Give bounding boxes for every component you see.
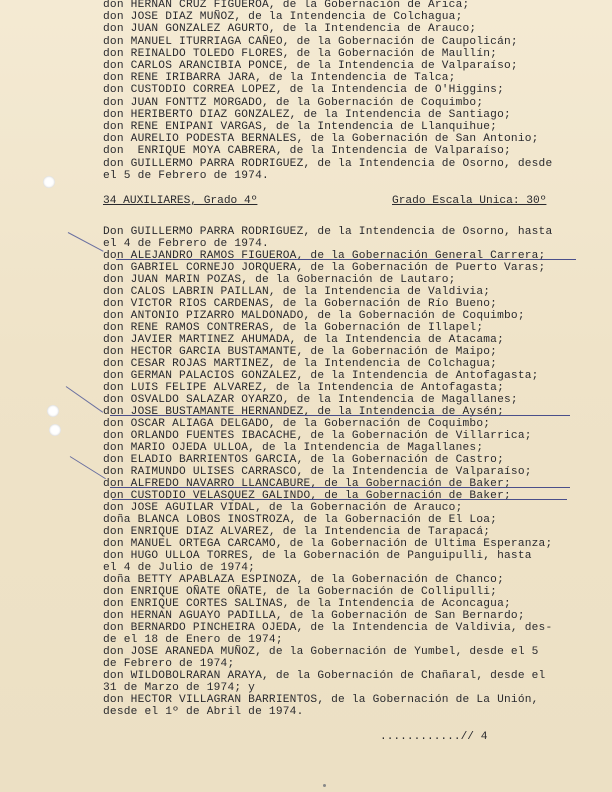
page-footer: ............// 4 xyxy=(380,731,488,743)
punch-hole-3 xyxy=(49,424,61,436)
document-line: doña BETTY APABLAZA ESPINOZA, de la Gobernación de Chanco; xyxy=(103,574,504,586)
document-line: don VICTOR RIOS CARDENAS, de la Gobernación de Río Bueno; xyxy=(103,298,498,310)
document-line: don ELADIO BARRIENTOS GARCIA, de la Gobernación de Castro; xyxy=(103,454,504,466)
document-line: don RENE IRIBARRA JARA, de la Intendencia de Talca; xyxy=(103,72,456,85)
document-line: don GERMAN PALACIOS GONZALEZ, de la Intendencia de Antofagasta; xyxy=(103,370,539,382)
document-line: don OSCAR ALIAGA DELGADO, de la Gobernación de Coquimbo; xyxy=(103,418,491,430)
document-line: don CARLOS ARANCIBIA PONCE, de la Intendencia de Valparaíso; xyxy=(103,60,518,72)
document-line: don JOSE AGUILAR VIDAL, de la Gobernación de Arauco; xyxy=(103,502,463,514)
punch-hole-1 xyxy=(43,176,55,188)
document-line: don HECTOR VILLAGRAN BARRIENTOS, de la Gobernación de La Unión, xyxy=(103,694,539,706)
document-line: don MANUEL ORTEGA CARCAMO, de la Gobernación de Ultima Esperanza; xyxy=(103,538,553,550)
document-line: don HECTOR GARCIA BUSTAMANTE, de la Gobernación de Maipo; xyxy=(103,346,498,358)
document-line: don JUAN FONTTZ MORGADO, de la Gobernación de Coquimbo; xyxy=(103,96,484,109)
document-line: don GABRIEL CORNEJO JORQUERA, de la Gobernación de Puerto Varas; xyxy=(103,262,546,274)
ink-dot xyxy=(323,784,326,787)
section-heading-left: 34 AUXILIARES, Grado 4º xyxy=(103,195,258,207)
document-line: don AURELIO PODESTA BERNALES, de la Gobernación de San Antonio; xyxy=(103,133,539,146)
document-line: don RAIMUNDO ULISES CARRASCO, de la Intendencia de Valparaíso; xyxy=(103,466,532,478)
document-line: don MANUEL ITURRIAGA CAÑEO, de la Gobernación de Caupolicán; xyxy=(103,35,518,48)
document-line: desde el 1º de Abril de 1974. xyxy=(103,706,304,718)
document-line: don ALFREDO NAVARRO LLANCABURE, de la Gobernación de Baker; xyxy=(103,478,511,490)
document-line: de Febrero de 1974; xyxy=(103,658,235,670)
pen-underline-4 xyxy=(112,499,567,500)
document-line: don ANTONIO PIZARRO MALDONADO, de la Gobernación de Coquimbo; xyxy=(103,310,525,322)
document-line: don JOSE DIAZ MUÑOZ, de la Intendencia de Colchagua; xyxy=(103,11,463,24)
document-line: don LUIS FELIPE ALVAREZ, de la Intendencia de Antofagasta; xyxy=(103,382,504,394)
section-heading-right: Grado Escala Unica: 30º xyxy=(392,195,547,207)
document-line: don OSVALDO SALAZAR OYARZO, de la Intendencia de Magallanes; xyxy=(103,394,518,406)
document-line: don JUAN GONZALEZ AGURTO, de la Intendencia de Arauco; xyxy=(103,23,477,36)
document-line: don REINALDO TOLEDO FLORES, de la Gobernación de Maullín; xyxy=(103,47,498,60)
document-line: don JOSE ARANEDA MUÑOZ, de la Gobernación de Yumbel, desde el 5 xyxy=(103,646,539,658)
document-line: don RENE RAMOS CONTRERAS, de la Gobernación de Illapel; xyxy=(103,322,484,334)
document-line: de el 18 de Enero de 1974; xyxy=(103,634,283,646)
document-line: don ENRIQUE CORTES SALINAS, de la Intendencia de Aconcagua; xyxy=(103,598,511,610)
document-line: el 5 de Febrero de 1974. xyxy=(103,169,269,182)
document-line: don GUILLERMO PARRA RODRIGUEZ, de la Intendencia de Osorno, desde xyxy=(103,157,553,170)
document-line: don ALEJANDRO RAMOS FIGUEROA, de la Gobernación General Carrera; xyxy=(103,250,546,262)
pen-underline-2 xyxy=(110,415,570,416)
document-line: don MARIO OJEDA ULLOA, de la Intendencia de Magallanes; xyxy=(103,442,484,454)
punch-hole-2 xyxy=(47,405,59,417)
document-line: don RENE ENIPANI VARGAS, de la Intendencia de Llanquihue; xyxy=(103,121,498,133)
document-line: don CESAR ROJAS MARTINEZ, de la Intendencia de Colchagua; xyxy=(103,358,498,370)
document-line: el 4 de Febrero de 1974. xyxy=(103,238,269,250)
document-line: don JAVIER MARTINEZ AHUMADA, de la Intendencia de Atacama; xyxy=(103,334,504,346)
document-line: don HERIBERTO DIAZ GONZALEZ, de la Intendencia de Santiago; xyxy=(103,108,511,121)
document-line: don HUGO ULLOA TORRES, de la Gobernación de Panguipulli, hasta xyxy=(103,550,532,562)
document-line: don HERNAN CRUZ FIGUEROA, de la Gobernación de Arica; xyxy=(103,0,470,11)
document-line: 31 de Marzo de 1974; y xyxy=(103,682,256,694)
document-line: don ENRIQUE DIAZ ALVAREZ, de la Intendencia de Tarapacá; xyxy=(103,526,491,538)
document-line: don JOSE BUSTAMANTE HERNANDEZ, de la Intendencia de Aysén; xyxy=(103,406,504,418)
document-line: el 4 de Julio de 1974; xyxy=(103,562,256,574)
document-line: don WILDOBOLRARAN ARAYA, de la Gobernación de Chañaral, desde el xyxy=(103,670,546,682)
document-line: don ORLANDO FUENTES IBACACHE, de la Gobernación de Villarrica; xyxy=(103,430,532,442)
pen-underline-1 xyxy=(116,259,576,260)
document-line: don JUAN MARIN POZAS, de la Gobernación de Lautaro; xyxy=(103,274,456,286)
pen-underline-3 xyxy=(110,487,570,488)
document-line: Don GUILLERMO PARRA RODRIGUEZ, de la Intendencia de Osorno, hasta xyxy=(103,226,553,238)
document-line: don CALOS LABRIN PAILLAN, de la Intendencia de Valdivia; xyxy=(103,286,491,298)
document-line: don ENRIQUE MOYA CABRERA, de la Intendencia de Valparaíso; xyxy=(103,145,511,158)
document-line: don ENRIQUE OÑATE OÑATE, de la Gobernación de Collipulli; xyxy=(103,586,498,598)
document-line: doña BLANCA LOBOS INOSTROZA, de la Gobernación de El Loa; xyxy=(103,514,498,526)
document-line: don BERNARDO PINCHEIRA OJEDA, de la Intendencia de Valdivia, des- xyxy=(103,622,553,634)
document-line: don CUSTODIO VELASQUEZ GALINDO, de la Gobernación de Baker; xyxy=(103,490,511,502)
document-line: don HERNAN AGUAYO PADILLA, de la Gobernación de San Bernardo; xyxy=(103,610,525,622)
document-line: don CUSTODIO CORREA LOPEZ, de la Intendencia de O'Higgins; xyxy=(103,84,504,97)
